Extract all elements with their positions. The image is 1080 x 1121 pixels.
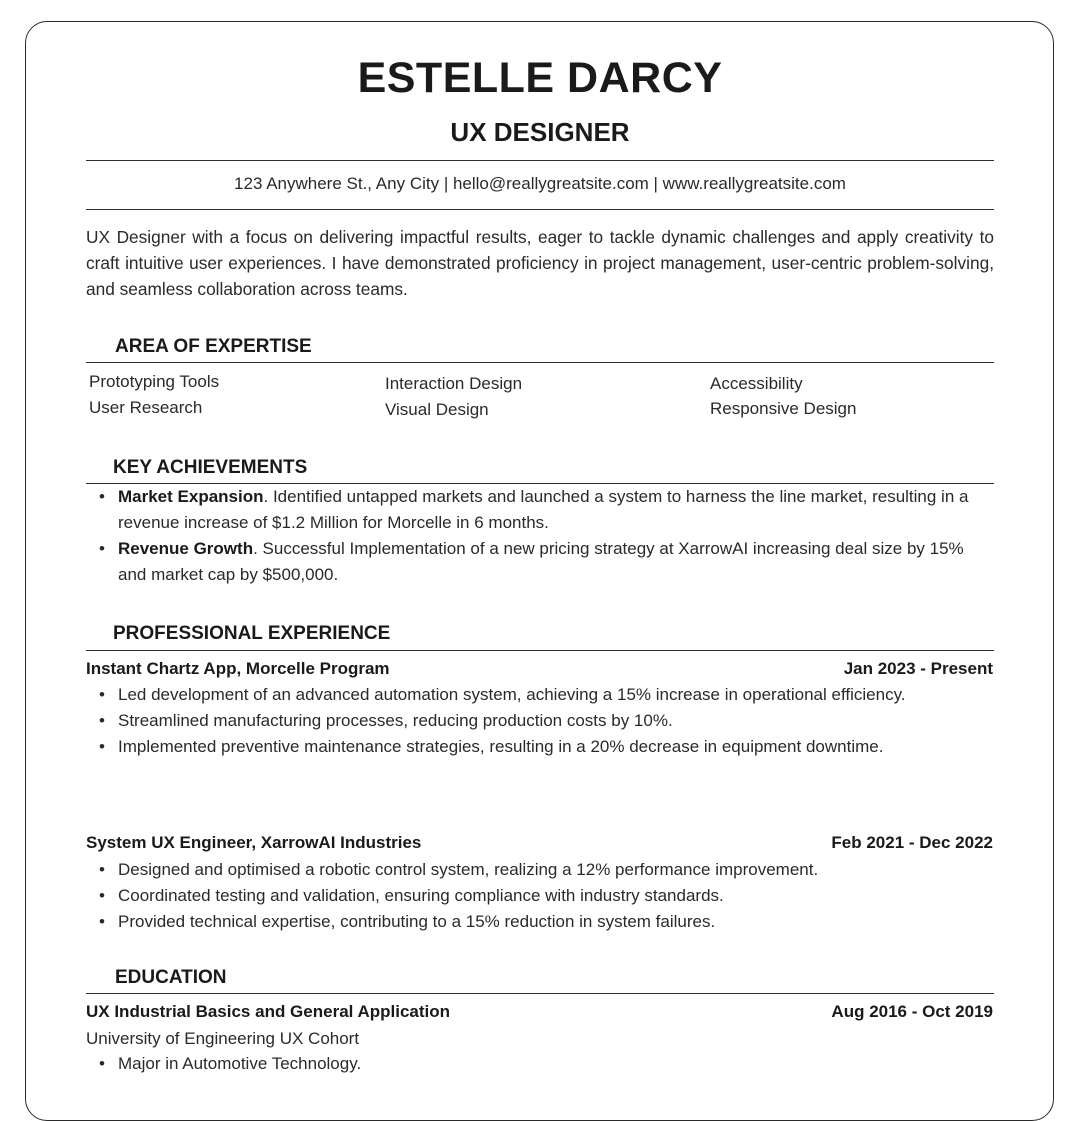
- job-bullets: [86, 682, 906, 760]
- expertise-item: Interaction Design: [385, 374, 523, 393]
- education-bullet: • Major in Automotive Technology.: [86, 1051, 986, 1077]
- job-bullet: • Implemented preventive maintenance strategies, resulting in a 20% decrease in equipment downtime.: [86, 734, 906, 760]
- expertise-item: Accessibility: [710, 374, 803, 393]
- achievement-text: . Identified untapped markets and launched a system to harness the line market, resulting in a revenue increase of $1.2 Million for Morcelle in 6 months.: [118, 487, 969, 532]
- education-divider: [86, 993, 994, 994]
- contact-line: 123 Anywhere St., Any City | hello@reallygreatsite.com | www.reallygreatsite.com: [234, 174, 846, 193]
- education-dates: Aug 2016 - Oct 2019: [831, 1002, 993, 1021]
- expertise-divider: [86, 362, 994, 363]
- expertise-item: Responsive Design: [710, 399, 857, 418]
- achievements-heading: KEY ACHIEVEMENTS: [113, 457, 308, 478]
- experience-divider: [86, 650, 994, 651]
- achievement-text: . Successful Implementation of a new pricing strategy at XarrowAI increasing deal size by 15% and market cap by $500,000.: [118, 539, 964, 584]
- job-bullet: • Provided technical expertise, contributing to a 15% reduction in system failures.: [86, 909, 986, 935]
- candidate-role: UX DESIGNER: [450, 117, 630, 147]
- expertise-heading: AREA OF EXPERTISE: [115, 336, 312, 357]
- education-school: University of Engineering UX Cohort: [86, 1029, 360, 1048]
- achievements-list: [86, 484, 986, 588]
- job-dates: Feb 2021 - Dec 2022: [831, 833, 993, 852]
- achievement-item: [86, 484, 986, 536]
- job-bullet: • Led development of an advanced automation system, achieving a 15% increase in operational efficiency.: [86, 682, 906, 708]
- expertise-item: Prototyping Tools: [89, 372, 220, 391]
- header-divider-top: [86, 160, 994, 161]
- candidate-name: ESTELLE DARCY: [357, 54, 723, 102]
- achievement-title: Market Expansion: [118, 487, 264, 506]
- summary-paragraph: UX Designer with a focus on delivering impactful results, eager to tackle dynamic challenges and apply creativity to craft intuitive user experiences. I have demonstrated proficiency in project management, user-centric problem-solving, and seamless collaboration across teams.: [86, 227, 994, 299]
- education-program: UX Industrial Basics and General Application: [86, 1002, 451, 1021]
- job-bullet: • Streamlined manufacturing processes, reducing production costs by 10%.: [86, 708, 906, 734]
- job-title: Instant Chartz App, Morcelle Program: [86, 659, 390, 678]
- education-heading: EDUCATION: [115, 967, 227, 988]
- job-bullet: • Designed and optimised a robotic control system, realizing a 12% performance improvement.: [86, 857, 986, 883]
- job-bullets: [86, 857, 986, 935]
- expertise-item: User Research: [89, 398, 203, 417]
- achievement-item: [86, 536, 986, 588]
- education-bullets: [86, 1051, 986, 1077]
- achievement-title: Revenue Growth: [118, 539, 254, 558]
- header-divider-bottom: [86, 209, 994, 210]
- job-dates: Jan 2023 - Present: [843, 659, 993, 678]
- job-title: System UX Engineer, XarrowAI Industries: [86, 833, 422, 852]
- job-bullet: • Coordinated testing and validation, ensuring compliance with industry standards.: [86, 883, 986, 909]
- expertise-item: Visual Design: [385, 400, 489, 419]
- experience-heading: PROFESSIONAL EXPERIENCE: [113, 623, 391, 644]
